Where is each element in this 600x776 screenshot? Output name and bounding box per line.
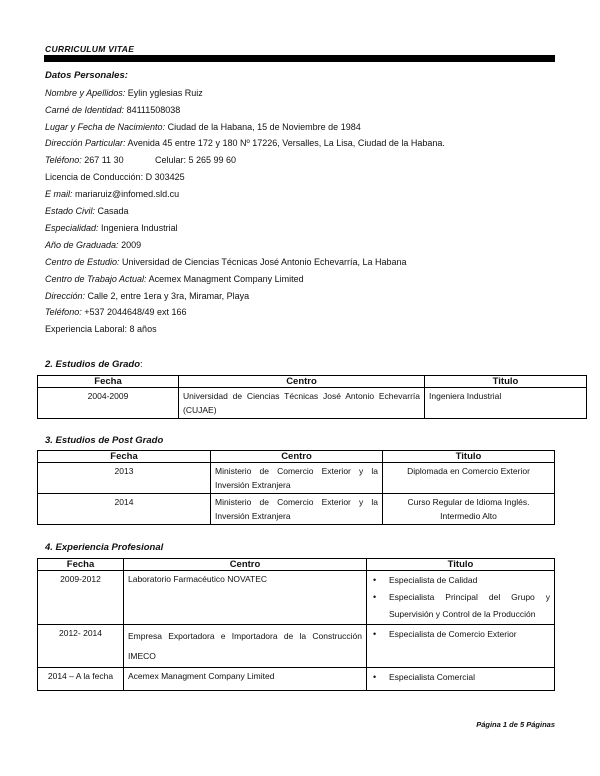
personal-line: Carné de Identidad: 84111508038 [45,105,181,115]
col-header-titulo: Titulo [367,559,555,571]
personal-line: Lugar y Fecha de Nacimiento: Ciudad de la Habana, 15 de Noviembre de 1984 [45,122,361,132]
personal-line: Licencia de Conducción: D 303425 [45,172,185,182]
cell-titulo: Ingeniera Industrial [425,388,587,419]
table-row [38,494,555,525]
personal-line: Especialidad: Ingeniera Industrial [45,223,178,233]
list-item: • Especialista Principal del Grupo y Supervisión y Control de la Producción [389,589,550,623]
table-row [38,463,555,494]
cell-centro: Empresa Exportadora e Importadora de la Construcción IMECO [124,625,367,668]
cell-centro: Laboratorio Farmacéutico NOVATEC [124,571,367,625]
cell-centro: Ministerio de Comercio Exterior y la Inversión Extranjera [211,463,383,494]
grado-table [37,375,587,419]
personal-line: Año de Graduada: 2009 [45,240,142,250]
cell-titulo [367,571,555,625]
page-number: Página 1 de 5 Páginas [476,720,555,729]
personal-line: Estado Civil: Casada [45,206,129,216]
personal-line: Teléfono: 267 11 30 [45,155,124,165]
cell-fecha: 2014 [38,494,211,525]
personal-heading: Datos Personales: [45,70,128,81]
cell-fecha: 2013 [38,463,211,494]
cell-fecha: 2009-2012 [38,571,124,625]
personal-line: Dirección: Calle 2, entre 1era y 3ra, Miramar, Playa [45,291,250,301]
cell-titulo [367,668,555,691]
document-title: CURRICULUM VITAE [45,44,135,54]
personal-line: Teléfono: +537 2044648/49 ext 166 [45,307,187,317]
cell-fecha: 2004-2009 [38,388,179,419]
personal-line: Centro de Trabajo Actual: Acemex Managment Company Limited [45,274,304,284]
cell-fecha: 2012- 2014 [38,625,124,668]
table-row [38,668,555,691]
cell-titulo [367,625,555,668]
col-header-titulo: Titulo [383,451,555,463]
personal-line: Dirección Particular: Avenida 45 entre 172 y 180 Nº 17226, Versalles, La Lisa, Ciudad de la Habana. [45,138,445,148]
grado-heading: 2. Estudios de Grado: [45,359,143,370]
col-header-centro: Centro [124,559,367,571]
list-item: • Especialista de Comercio Exterior [389,626,550,643]
list-item: • Especialista Comercial [389,669,550,686]
col-header-fecha: Fecha [38,376,179,388]
col-header-fecha: Fecha [38,451,211,463]
col-header-titulo: Titulo [425,376,587,388]
col-header-fecha: Fecha [38,559,124,571]
cell-titulo: Diplomada en Comercio Exterior [383,463,555,494]
col-header-centro: Centro [211,451,383,463]
personal-line: Experiencia Laboral: 8 años [45,324,157,334]
experiencia-heading: 4. Experiencia Profesional [45,542,164,553]
celular-line: Celular: 5 265 99 60 [155,155,237,165]
postgrado-table [37,450,555,525]
cell-fecha: 2014 – A la fecha [38,668,124,691]
header-divider [44,55,555,62]
table-row [38,571,555,625]
cell-centro: Universidad de Ciencias Técnicas José Antonio Echevarría (CUJAE) [179,388,425,419]
col-header-centro: Centro [179,376,425,388]
experiencia-table [37,558,555,691]
list-item: • Especialista de Calidad [389,572,550,589]
cell-titulo: Curso Regular de Idioma Inglés. Intermedio Alto [383,494,555,525]
personal-line: Nombre y Apellidos: Eylin yglesias Ruiz [45,88,203,98]
cell-centro: Acemex Managment Company Limited [124,668,367,691]
postgrado-heading: 3. Estudios de Post Grado [45,435,164,446]
personal-line: Centro de Estudio: Universidad de Ciencias Técnicas José Antonio Echevarría, La Habana [45,257,407,267]
table-row [38,388,587,419]
cell-centro: Ministerio de Comercio Exterior y la Inversión Extranjera [211,494,383,525]
table-row [38,625,555,668]
personal-line: E mail: mariaruiz@infomed.sld.cu [45,189,180,199]
